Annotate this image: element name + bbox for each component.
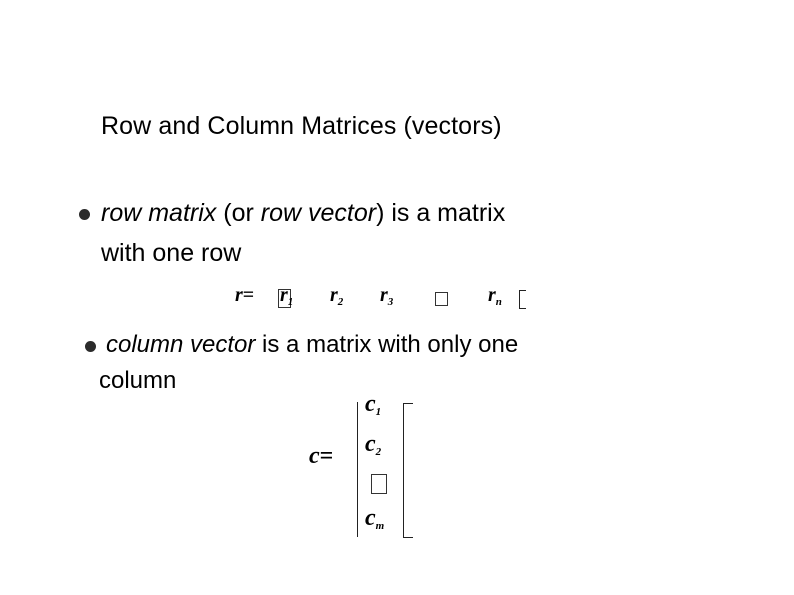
row-equals: =: [242, 284, 255, 306]
row-entry-3: [380, 284, 393, 308]
row-entry-n: [488, 284, 502, 308]
column-left-rule: [357, 402, 363, 537]
column-lhs: c: [309, 443, 320, 469]
bullet-dot: [85, 341, 96, 352]
term-row-matrix: row matrix: [101, 199, 217, 227]
term-column-vector: column vector: [106, 331, 256, 358]
column-entry-symbol: c: [365, 505, 376, 531]
column-equals: =: [319, 443, 334, 469]
column-lhs-symbol: [309, 443, 333, 470]
row-lhs: r: [235, 284, 243, 306]
row-entry-sub: 1: [287, 296, 294, 308]
column-ellipsis-glyph: [371, 474, 387, 494]
column-entry-2: [365, 431, 381, 458]
row-right-bracket: [519, 290, 526, 309]
row-ellipsis-glyph: [435, 292, 448, 306]
row-entry-symbol: r: [330, 284, 338, 306]
bullet-line: [101, 193, 661, 233]
row-entry-symbol: r: [380, 284, 388, 306]
bullet-line-2: with one row: [101, 239, 242, 267]
bullet-line: [106, 327, 646, 363]
column-entry-sub: m: [375, 520, 385, 532]
row-entry-1: [280, 284, 293, 308]
row-entry-sub: 3: [387, 296, 394, 308]
column-entry-symbol: c: [365, 391, 376, 417]
column-entry-m: [365, 505, 384, 532]
row-entry-sub: 2: [337, 296, 344, 308]
column-entry-sub: 1: [375, 406, 382, 418]
bullet-text: is a matrix with only one: [255, 331, 519, 358]
term-row-vector: row vector: [260, 199, 377, 227]
bullet-text: ) is a matrix: [376, 199, 506, 227]
bullet-line-2: column: [99, 367, 177, 394]
column-right-bracket: [403, 403, 413, 538]
column-entry-sub: 2: [375, 446, 382, 458]
column-entry-symbol: c: [365, 431, 376, 457]
bullet-dot: [79, 209, 90, 220]
row-entry-sub: n: [495, 296, 502, 308]
row-entry-symbol: r: [488, 284, 496, 306]
bullet-column-vector: [99, 327, 646, 399]
slide-title: Row and Column Matrices (vectors): [101, 112, 502, 140]
row-entry-symbol: r: [280, 284, 288, 306]
bullet-row-matrix: [101, 193, 661, 273]
row-entry-2: [330, 284, 343, 308]
bullet-text: (or: [216, 199, 261, 227]
column-entry-1: [365, 391, 381, 418]
row-lhs-symbol: [235, 284, 254, 307]
